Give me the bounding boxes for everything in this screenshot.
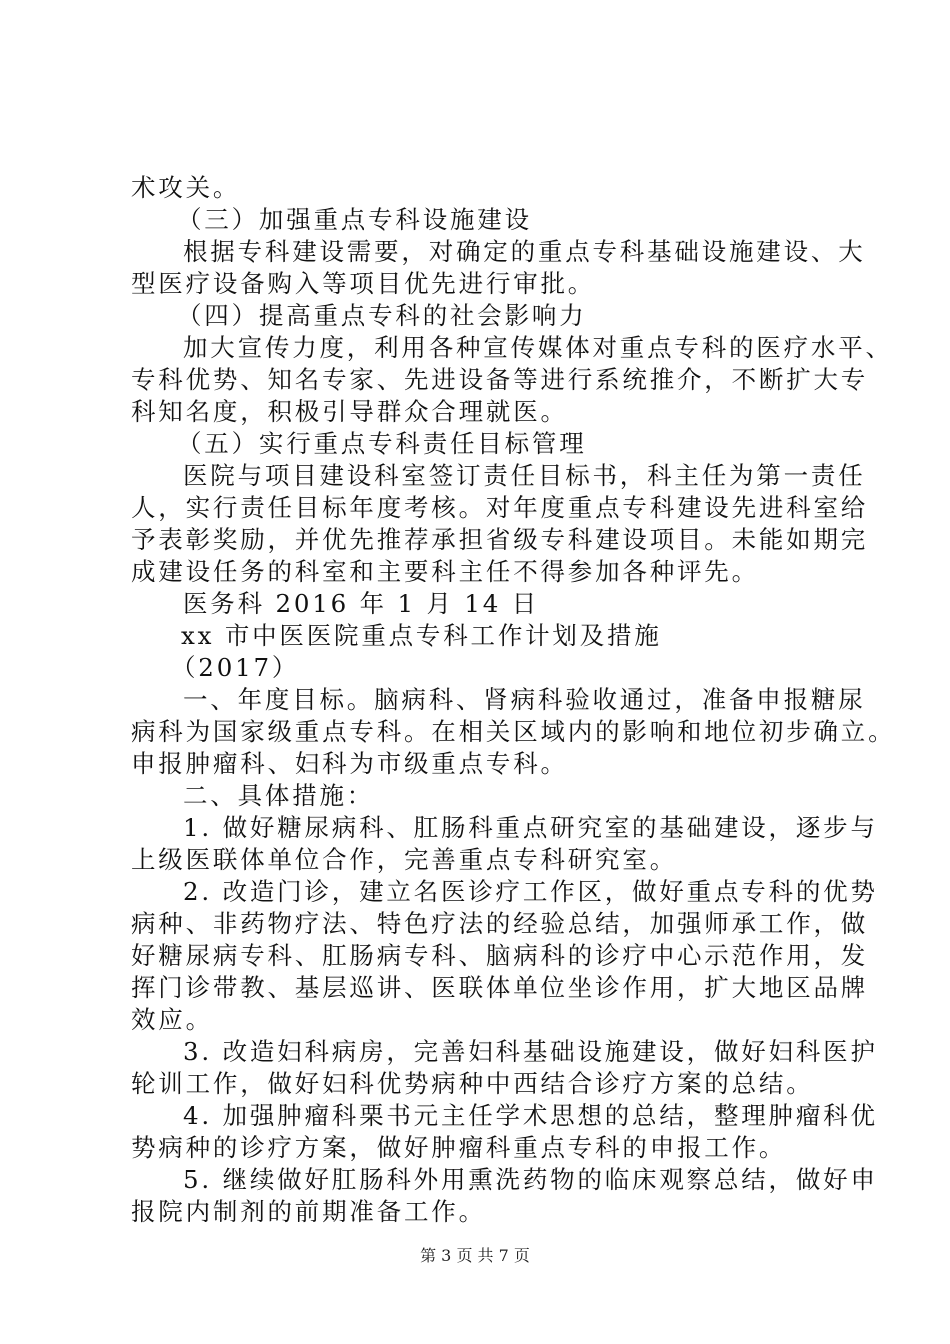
text-line: 报院内制剂的前期准备工作。 bbox=[131, 1197, 486, 1226]
text-line: 术攻关。 bbox=[131, 173, 241, 202]
document-title: xx 市中医医院重点专科工作计划及措施 bbox=[181, 621, 662, 650]
document-year: （2017） bbox=[171, 653, 300, 682]
text-line: 成建设任务的科室和主要科主任不得参加各种评先。 bbox=[131, 557, 759, 586]
text-line: 2. 改造门诊，建立名医诊疗工作区，做好重点专科的优势 bbox=[183, 877, 878, 906]
text-line: 加大宣传力度，利用各种宣传媒体对重点专科的医疗水平、 bbox=[183, 333, 893, 362]
signature-line: 医务科 2016 年 1 月 14 日 bbox=[183, 589, 540, 618]
document-body bbox=[131, 172, 896, 1228]
text-line: 一、年度目标。脑病科、肾病科验收通过，准备申报糖尿 bbox=[183, 685, 866, 714]
text-line: 人，实行责任目标年度考核。对年度重点专科建设先进科室给 bbox=[131, 493, 869, 522]
text-line: 专科优势、知名专家、先进设备等进行系统推介，不断扩大专 bbox=[131, 365, 869, 394]
text-line: 病种、非药物疗法、特色疗法的经验总结，加强师承工作，做 bbox=[131, 909, 869, 938]
section-heading: （五）实行重点专科责任目标管理 bbox=[177, 429, 587, 458]
text-line: 势病种的诊疗方案，做好肿瘤科重点专科的申报工作。 bbox=[131, 1133, 787, 1162]
page-number-footer: 第 3 页 共 7 页 bbox=[420, 1246, 530, 1265]
text-line: 医院与项目建设科室签订责任目标书，科主任为第一责任 bbox=[183, 461, 866, 490]
text-line: 申报肿瘤科、妇科为市级重点专科。 bbox=[131, 749, 568, 778]
text-line: 根据专科建设需要，对确定的重点专科基础设施建设、大 bbox=[183, 237, 866, 266]
section-heading: （三）加强重点专科设施建设 bbox=[177, 205, 532, 234]
section-heading: 二、具体措施： bbox=[183, 781, 375, 810]
text-line: 4. 加强肿瘤科栗书元主任学术思想的总结，整理肿瘤科优 bbox=[183, 1101, 878, 1130]
text-line: 1. 做好糖尿病科、肛肠科重点研究室的基础建设，逐步与 bbox=[183, 813, 878, 842]
text-line: 效应。 bbox=[131, 1005, 213, 1034]
text-line: 轮训工作，做好妇科优势病种中西结合诊疗方案的总结。 bbox=[131, 1069, 814, 1098]
text-line: 科知名度，积极引导群众合理就医。 bbox=[131, 397, 568, 426]
text-line: 3. 改造妇科病房，完善妇科基础设施建设，做好妇科医护 bbox=[183, 1037, 878, 1066]
text-line: 5. 继续做好肛肠科外用熏洗药物的临床观察总结，做好申 bbox=[183, 1165, 878, 1194]
section-heading: （四）提高重点专科的社会影响力 bbox=[177, 301, 587, 330]
text-line: 型医疗设备购入等项目优先进行审批。 bbox=[131, 269, 596, 298]
text-line: 予表彰奖励，并优先推荐承担省级专科建设项目。未能如期完 bbox=[131, 525, 869, 554]
text-line: 病科为国家级重点专科。在相关区域内的影响和地位初步确立。 bbox=[131, 717, 896, 746]
text-line: 上级医联体单位合作，完善重点专科研究室。 bbox=[131, 845, 677, 874]
text-line: 好糖尿病专科、肛肠病专科、脑病科的诊疗中心示范作用，发 bbox=[131, 941, 869, 970]
text-line: 挥门诊带教、基层巡讲、医联体单位坐诊作用，扩大地区品牌 bbox=[131, 973, 869, 1002]
